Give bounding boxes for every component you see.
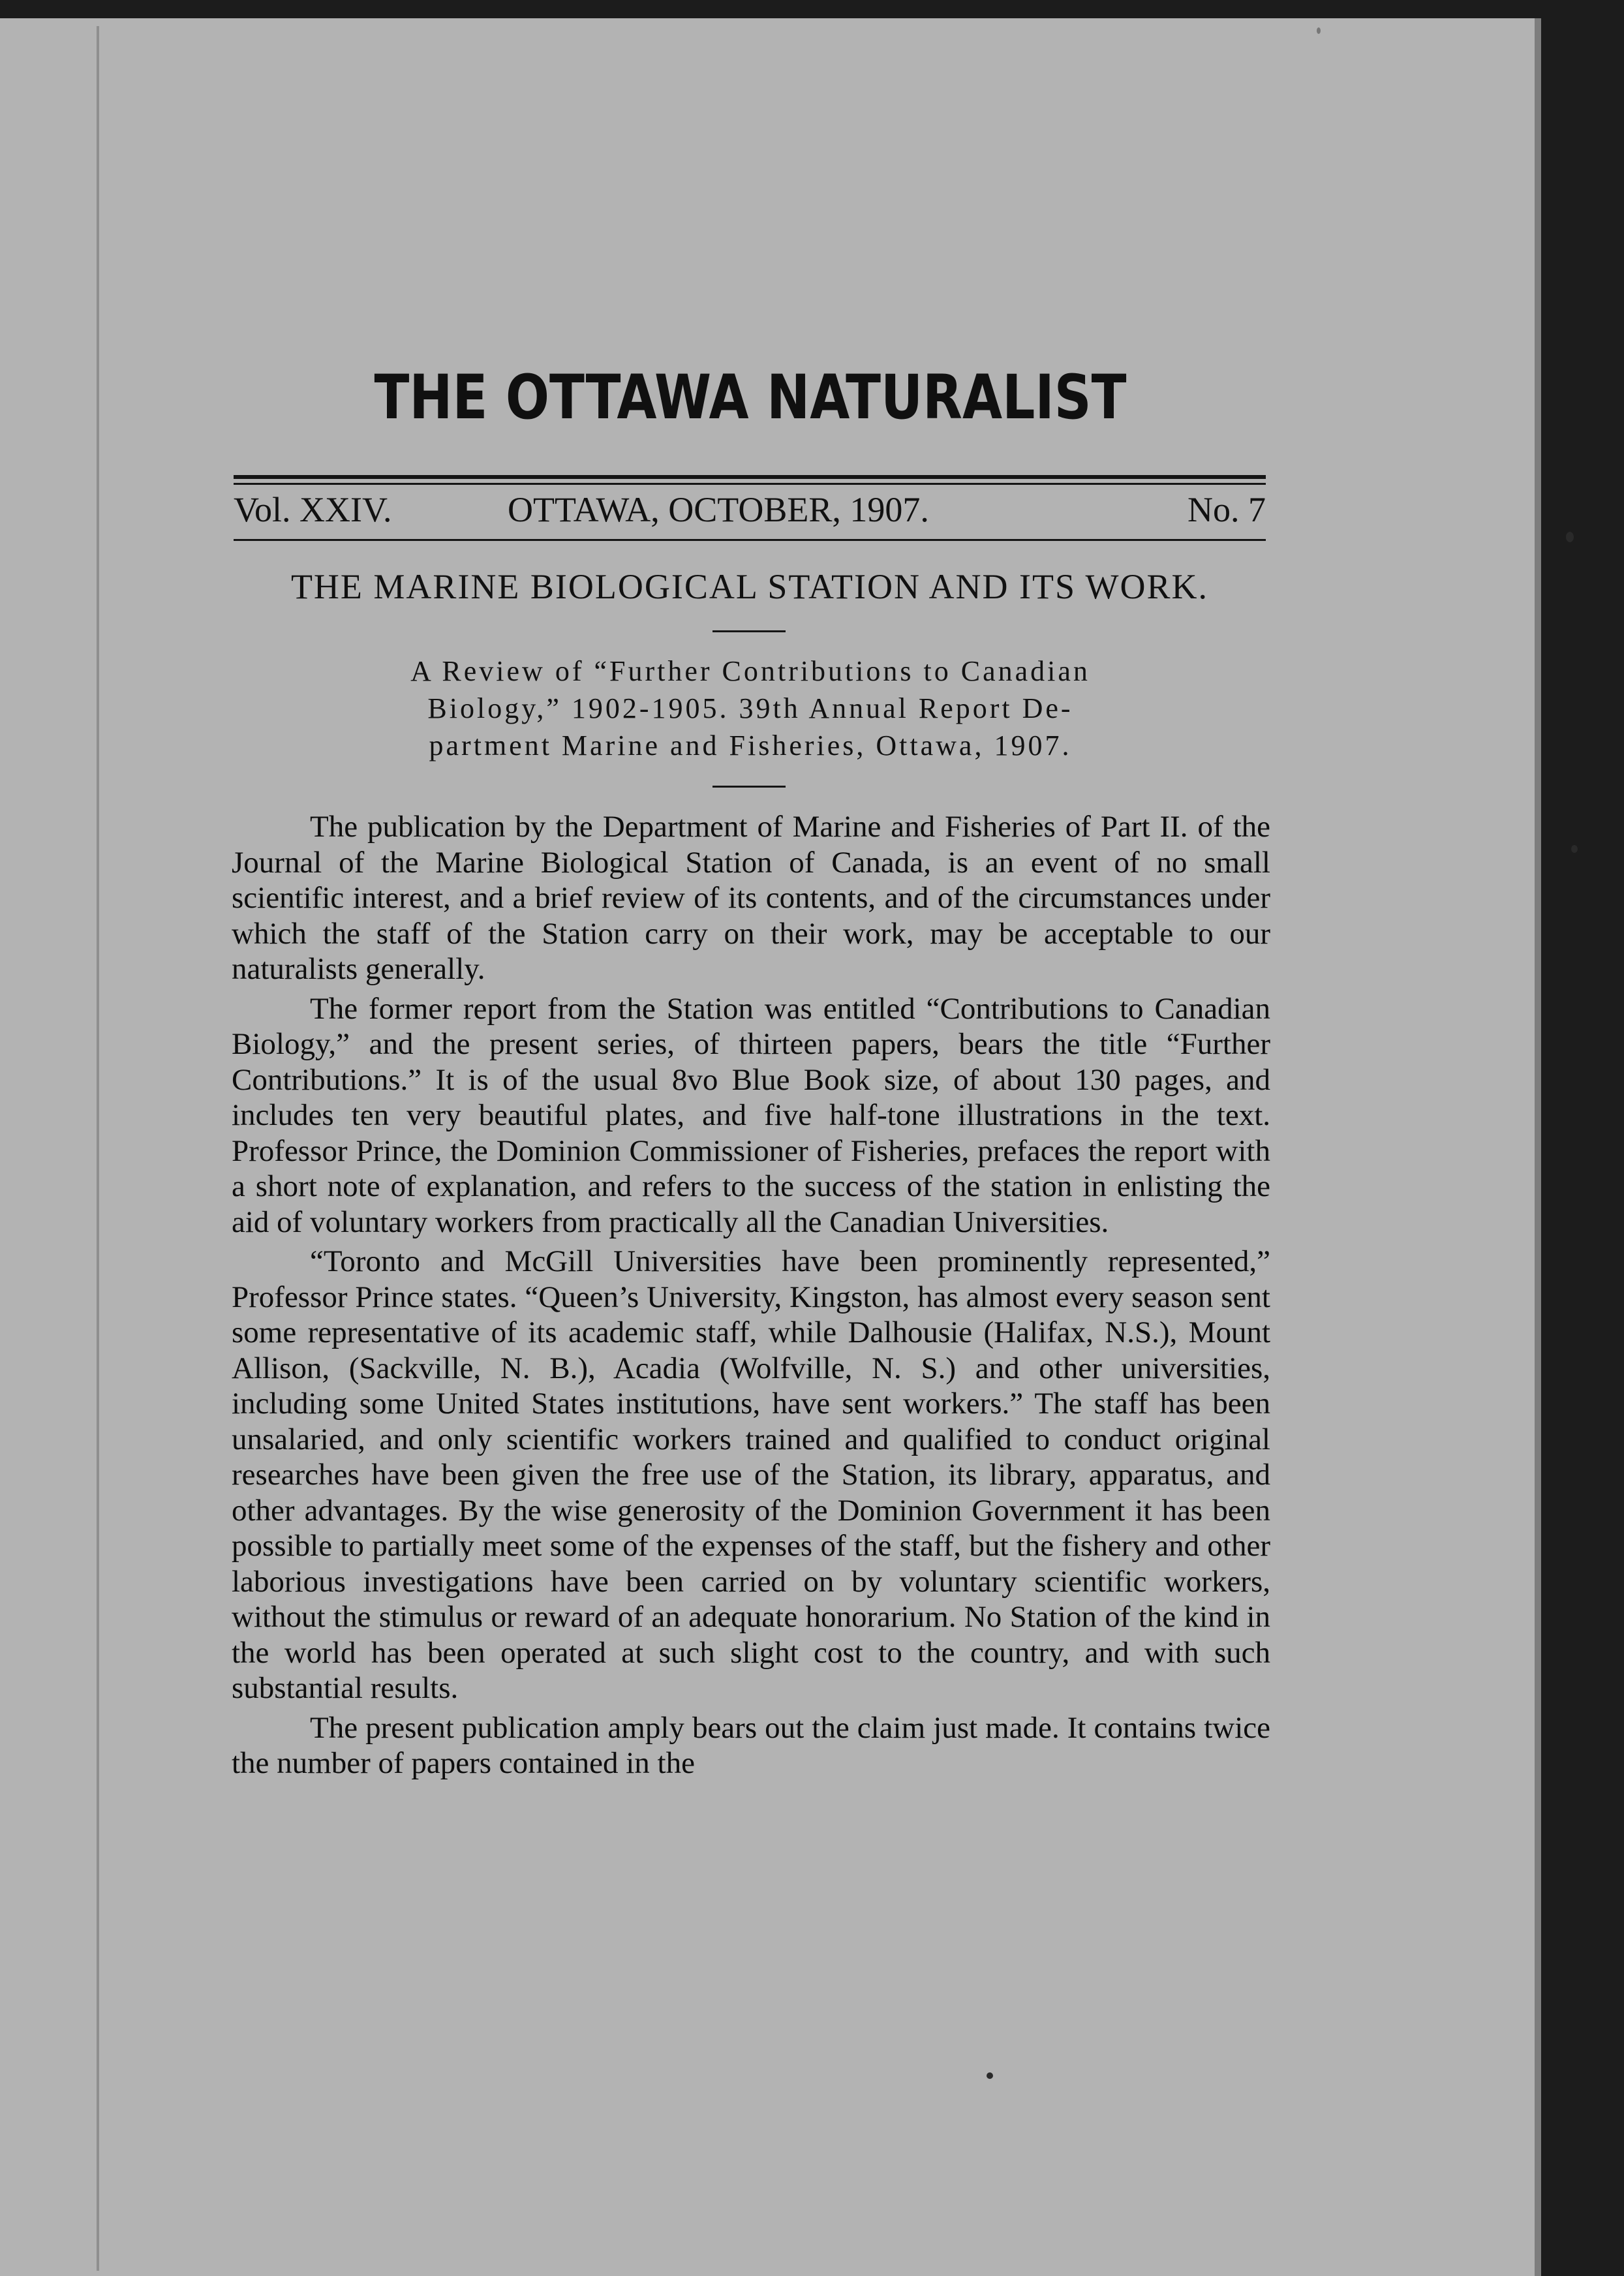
scan-speck [987,2072,993,2079]
issue-number: No. 7 [1187,490,1266,529]
review-citation [261,653,1240,764]
paragraph: “Toronto and McGill Universities have been prominently represented,” Professor Prince states. “Queen’s University, Kingston, has almost every season sent some representative of its academic staff, while Dalhousie (Halifax, N.S.), Mount Allison, (Sackville, N. B.), Acadia (Wolfville, N. S.) and other universities, including some United States institutions, have sent workers.” The staff has been unsalaried, and only scientific workers trained and qualified to conduct original researches have been given the free use of the Station, its library, apparatus, and other advantages. By the wise generosity of the Dominion Government it has been possible to partially meet some of the expenses of the staff, but the fishery and other laborious investigations have been carried on by voluntary scientific workers, without the stimulus or reward of an adequate honorarium. No Station of the kind in the world has been operated at such slight cost to the country, and with such substantial results. [232,1244,1270,1705]
page-edge-shadow [1535,18,1541,2276]
masthead-rule-thin [234,483,1266,485]
paragraph: The former report from the Station was entitled “Contributions to Canadian Biology,” and the present series, of thirteen papers, bears the title “Further Contributions.” It is of the usual 8vo Blue Book size, of about 130 pages, and includes ten very beautiful plates, and five half-tone illustrations in the text. Professor Prince, the Dominion Commissioner of Fisheries, prefaces the report with a short note of explanation, and refers to the success of the station in enlisting the aid of voluntary workers from practically all the Canadian Universities. [232,991,1270,1239]
issue-rule [234,539,1266,541]
title-divider [712,630,786,632]
paragraph: The publication by the Department of Marine and Fisheries of Part II. of the Journal of the Marine Biological Station of Canada, is an event of no small scientific interest, and a brief review of its contents, and of the circumstances under which the staff of the Station carry on their work, may be acceptable to our naturalists generally. [232,810,1270,986]
review-line: Biology,” 1902-1905. 39th Annual Report De- [427,692,1073,724]
article-body [232,809,1270,1785]
scan-speck [1317,27,1321,34]
article-title: THE MARINE BIOLOGICAL STATION AND ITS WORK. [290,567,1209,606]
issue-place-date: OTTAWA, OCTOBER, 1907. [508,490,929,529]
review-line: partment Marine and Fisheries, Ottawa, 1907. [429,730,1072,761]
issue-line [234,489,1266,532]
review-divider [712,786,786,788]
masthead-rule-thick [234,475,1266,479]
review-line: A Review of “Further Contributions to Canadian [410,655,1090,687]
journal-masthead: THE OTTAWA NATURALIST [374,362,1127,433]
scan-speck [1566,532,1574,542]
paragraph: The present publication amply bears out the claim just made. It contains twice the number of papers contained in the [232,1710,1270,1780]
volume-label: Vol. XXIV. [234,490,392,529]
scan-speck [1571,845,1578,853]
binding-edge [97,26,99,2271]
